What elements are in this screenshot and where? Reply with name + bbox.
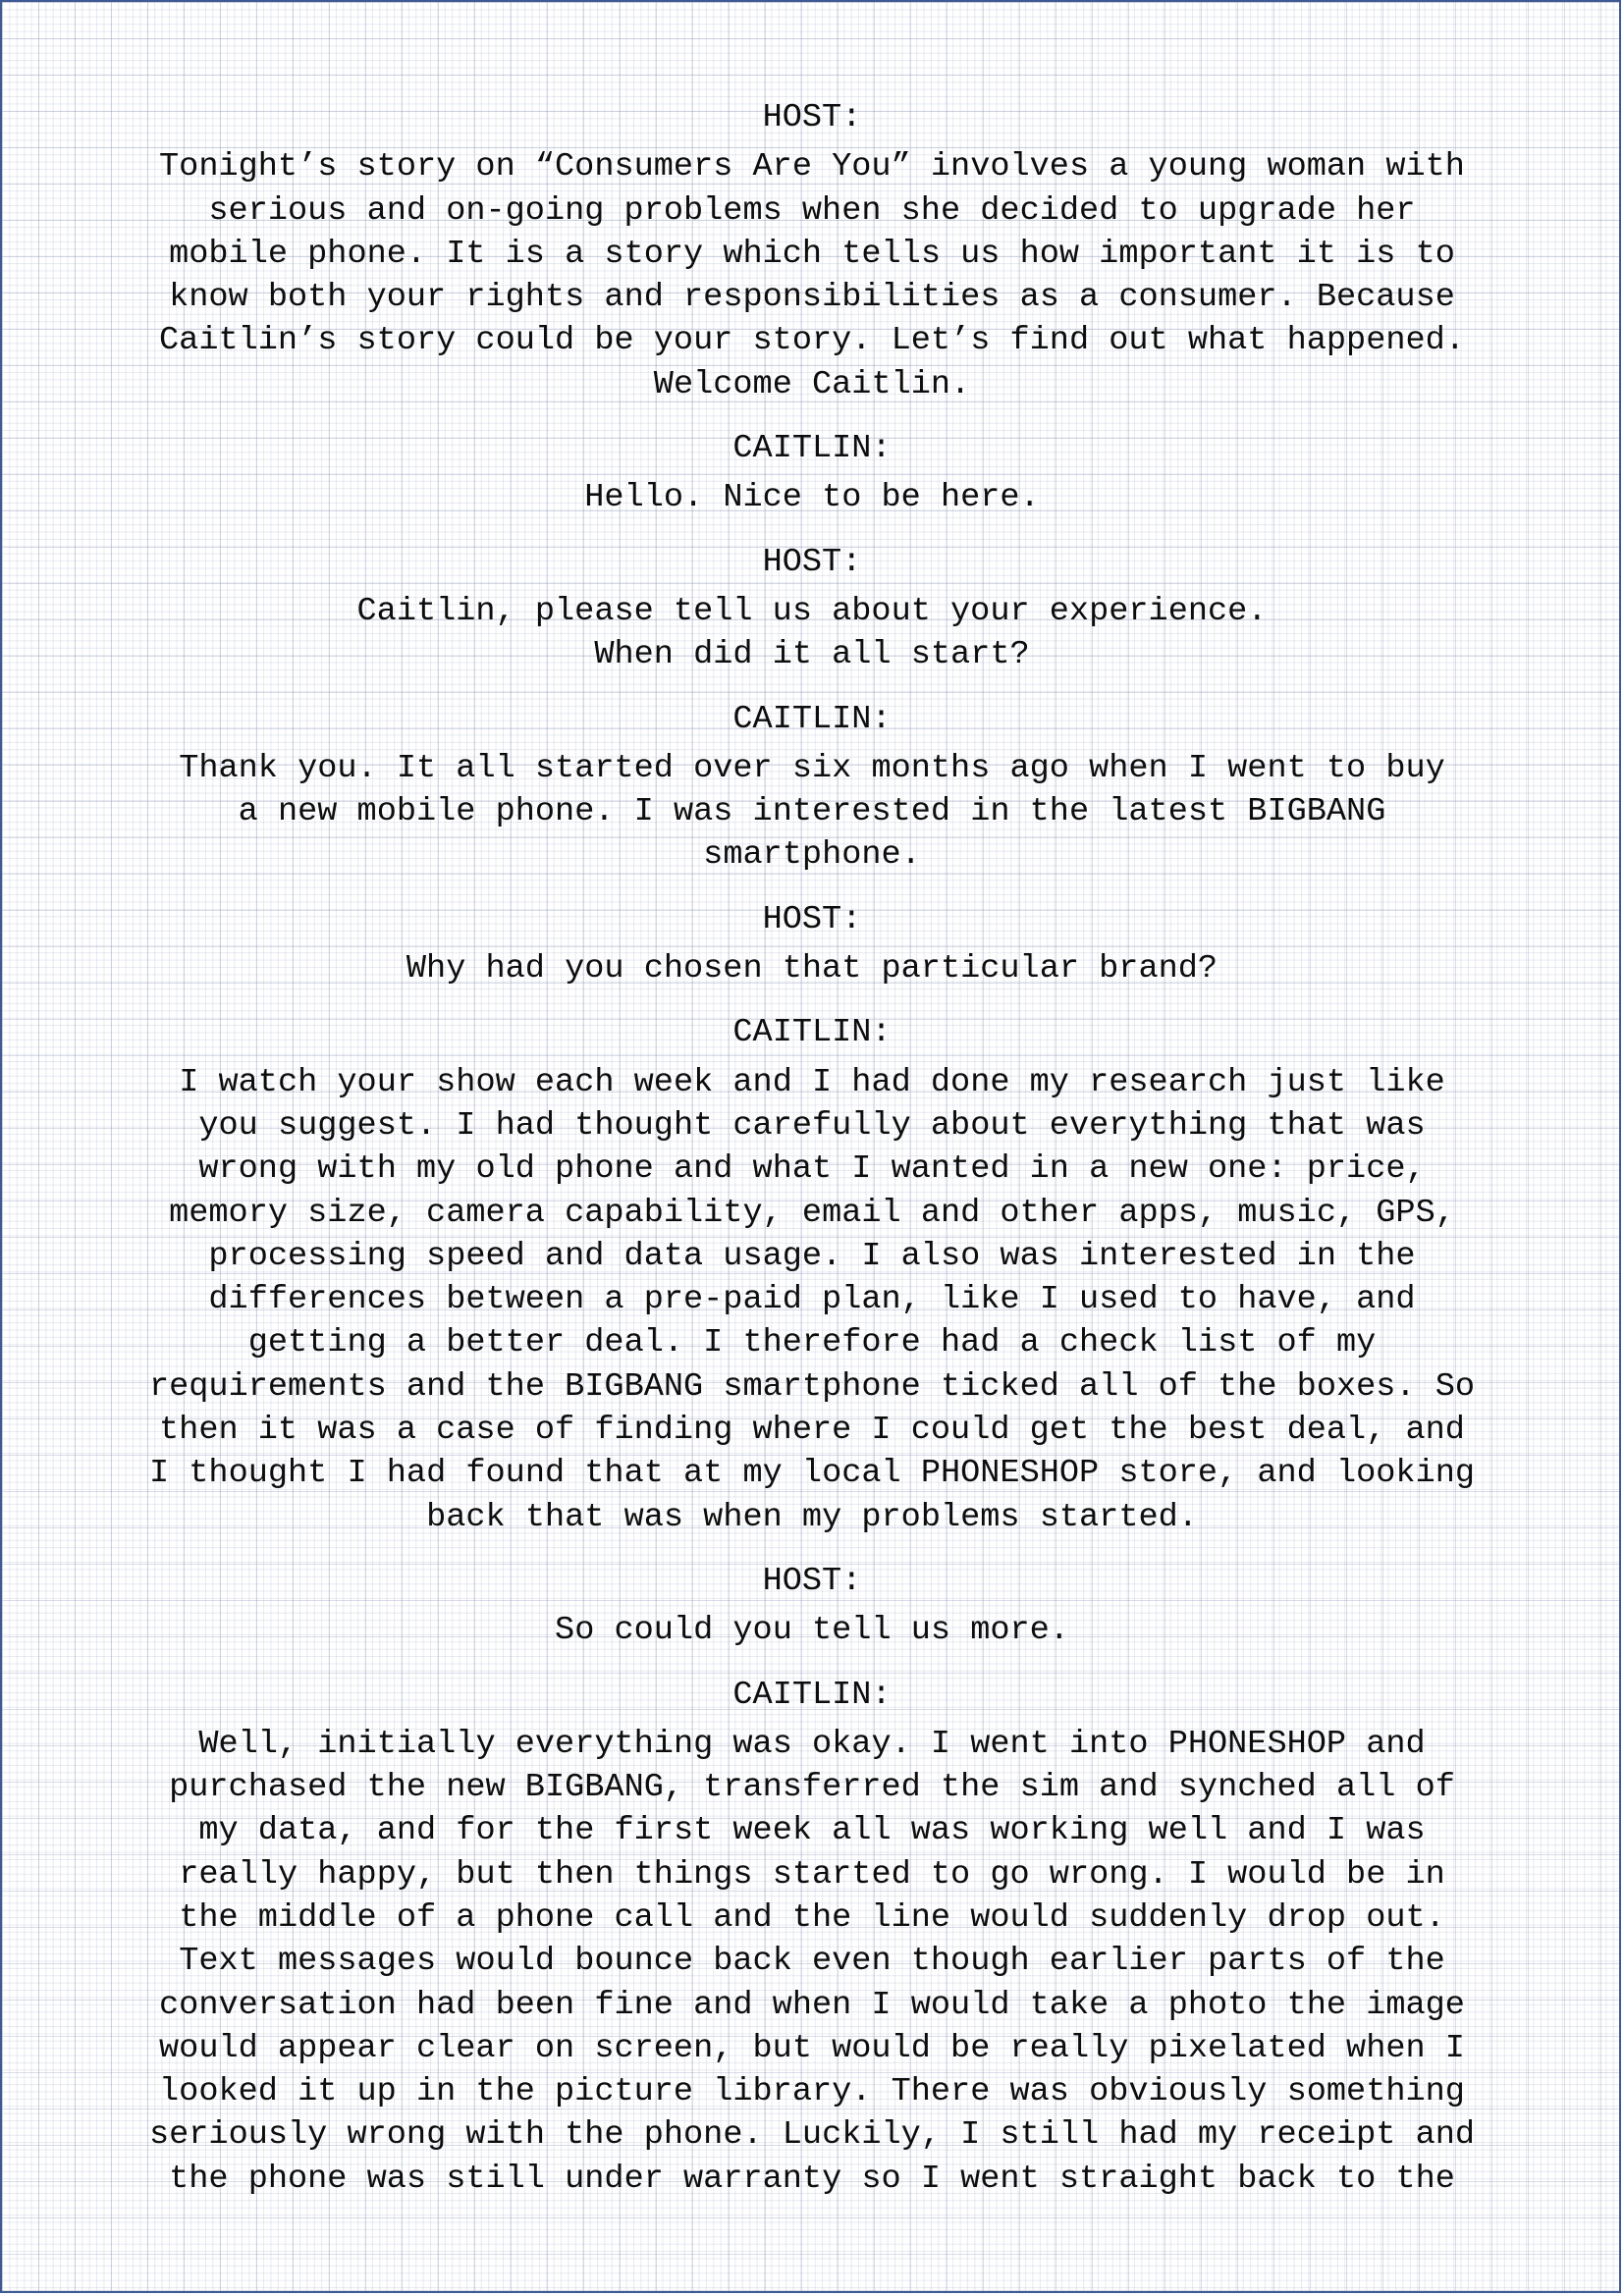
speaker-name: HOST:: [762, 99, 862, 136]
dialogue-line: differences between a pre-paid plan, like I used to have, and: [208, 1281, 1416, 1319]
dialogue-line: So could you tell us more.: [555, 1612, 1069, 1650]
speaker-name: CAITLIN:: [732, 700, 892, 738]
dialogue-line: my data, and for the first week all was working well and I was: [198, 1812, 1426, 1850]
dialogue-block: [90, 96, 1534, 406]
dialogue-block: [90, 1011, 1534, 1539]
dialogue-line: the middle of a phone call and the line would suddenly drop out.: [179, 1898, 1445, 1937]
dialogue-line: Tonight’s story on “Consumers Are You” involves a young woman with: [159, 148, 1465, 187]
speaker-name: CAITLIN:: [732, 1676, 892, 1714]
dialogue-line: back that was when my problems started.: [426, 1498, 1198, 1536]
speaker-name: HOST:: [762, 900, 862, 938]
dialogue-line: I watch your show each week and I had done my research just like: [179, 1063, 1445, 1101]
dialogue-line: serious and on-going problems when she decided to upgrade her: [208, 191, 1416, 230]
dialogue-line: wrong with my old phone and what I wanted in a new one: price,: [198, 1150, 1426, 1189]
speaker-name: CAITLIN:: [732, 1014, 892, 1052]
dialogue-line: conversation had been fine and when I would take a photo the image: [159, 1986, 1465, 2024]
dialogue-line: requirements and the BIGBANG smartphone ticked all of the boxes. So: [148, 1367, 1476, 1406]
dialogue-block: [90, 698, 1534, 878]
dialogue-line: Caitlin’s story could be your story. Let’s find out what happened.: [159, 322, 1465, 360]
dialogue-block: [90, 898, 1534, 991]
dialogue-line: Well, initially everything was okay. I went into PHONESHOP and: [198, 1725, 1426, 1763]
dialogue-block: [90, 1674, 1534, 2202]
dialogue-line: a new mobile phone. I was interested in the latest BIGBANG: [238, 793, 1386, 831]
dialogue-line: smartphone.: [703, 836, 921, 875]
dialogue-line: Hello. Nice to be here.: [584, 479, 1040, 517]
dialogue-line: then it was a case of finding where I could get the best deal, and: [159, 1412, 1465, 1450]
dialogue-line: would appear clear on screen, but would be really pixelated when I: [159, 2029, 1465, 2067]
dialogue-line: purchased the new BIGBANG, transferred the sim and synched all of: [169, 1769, 1455, 1807]
dialogue-line: looked it up in the picture library. There was obviously something: [159, 2073, 1465, 2111]
dialogue-block: [90, 427, 1534, 520]
speaker-name: CAITLIN:: [732, 430, 892, 468]
speaker-name: HOST:: [762, 543, 862, 581]
dialogue-line: Welcome Caitlin.: [653, 365, 971, 403]
speaker-name: HOST:: [762, 1562, 862, 1600]
dialogue-line: the phone was still under warranty so I went straight back to the: [169, 2160, 1455, 2198]
dialogue-line: really happy, but then things started to go wrong. I would be in: [179, 1855, 1445, 1894]
dialogue-line: Caitlin, please tell us about your experience.: [356, 592, 1268, 630]
dialogue-block: [90, 541, 1534, 677]
dialogue-line: know both your rights and responsibilities as a consumer. Because: [169, 279, 1455, 317]
dialogue-line: Text messages would bounce back even though earlier parts of the: [179, 1943, 1445, 1981]
dialogue-line: processing speed and data usage. I also was interested in the: [208, 1237, 1416, 1275]
dialogue-script: [90, 96, 1534, 2221]
dialogue-line: When did it all start?: [594, 636, 1030, 674]
dialogue-line: I thought I had found that at my local PHONESHOP store, and looking: [148, 1455, 1476, 1493]
dialogue-line: mobile phone. It is a story which tells us how important it is to: [169, 235, 1455, 273]
dialogue-line: you suggest. I had thought carefully about everything that was: [198, 1106, 1426, 1145]
dialogue-line: Why had you chosen that particular brand?: [406, 950, 1218, 988]
dialogue-line: Thank you. It all started over six months ago when I went to buy: [179, 749, 1445, 787]
dialogue-line: memory size, camera capability, email and other apps, music, GPS,: [169, 1194, 1455, 1232]
dialogue-line: seriously wrong with the phone. Luckily, I still had my receipt and: [148, 2116, 1476, 2155]
dialogue-block: [90, 1560, 1534, 1653]
dialogue-line: getting a better deal. I therefore had a check list of my: [247, 1324, 1377, 1362]
